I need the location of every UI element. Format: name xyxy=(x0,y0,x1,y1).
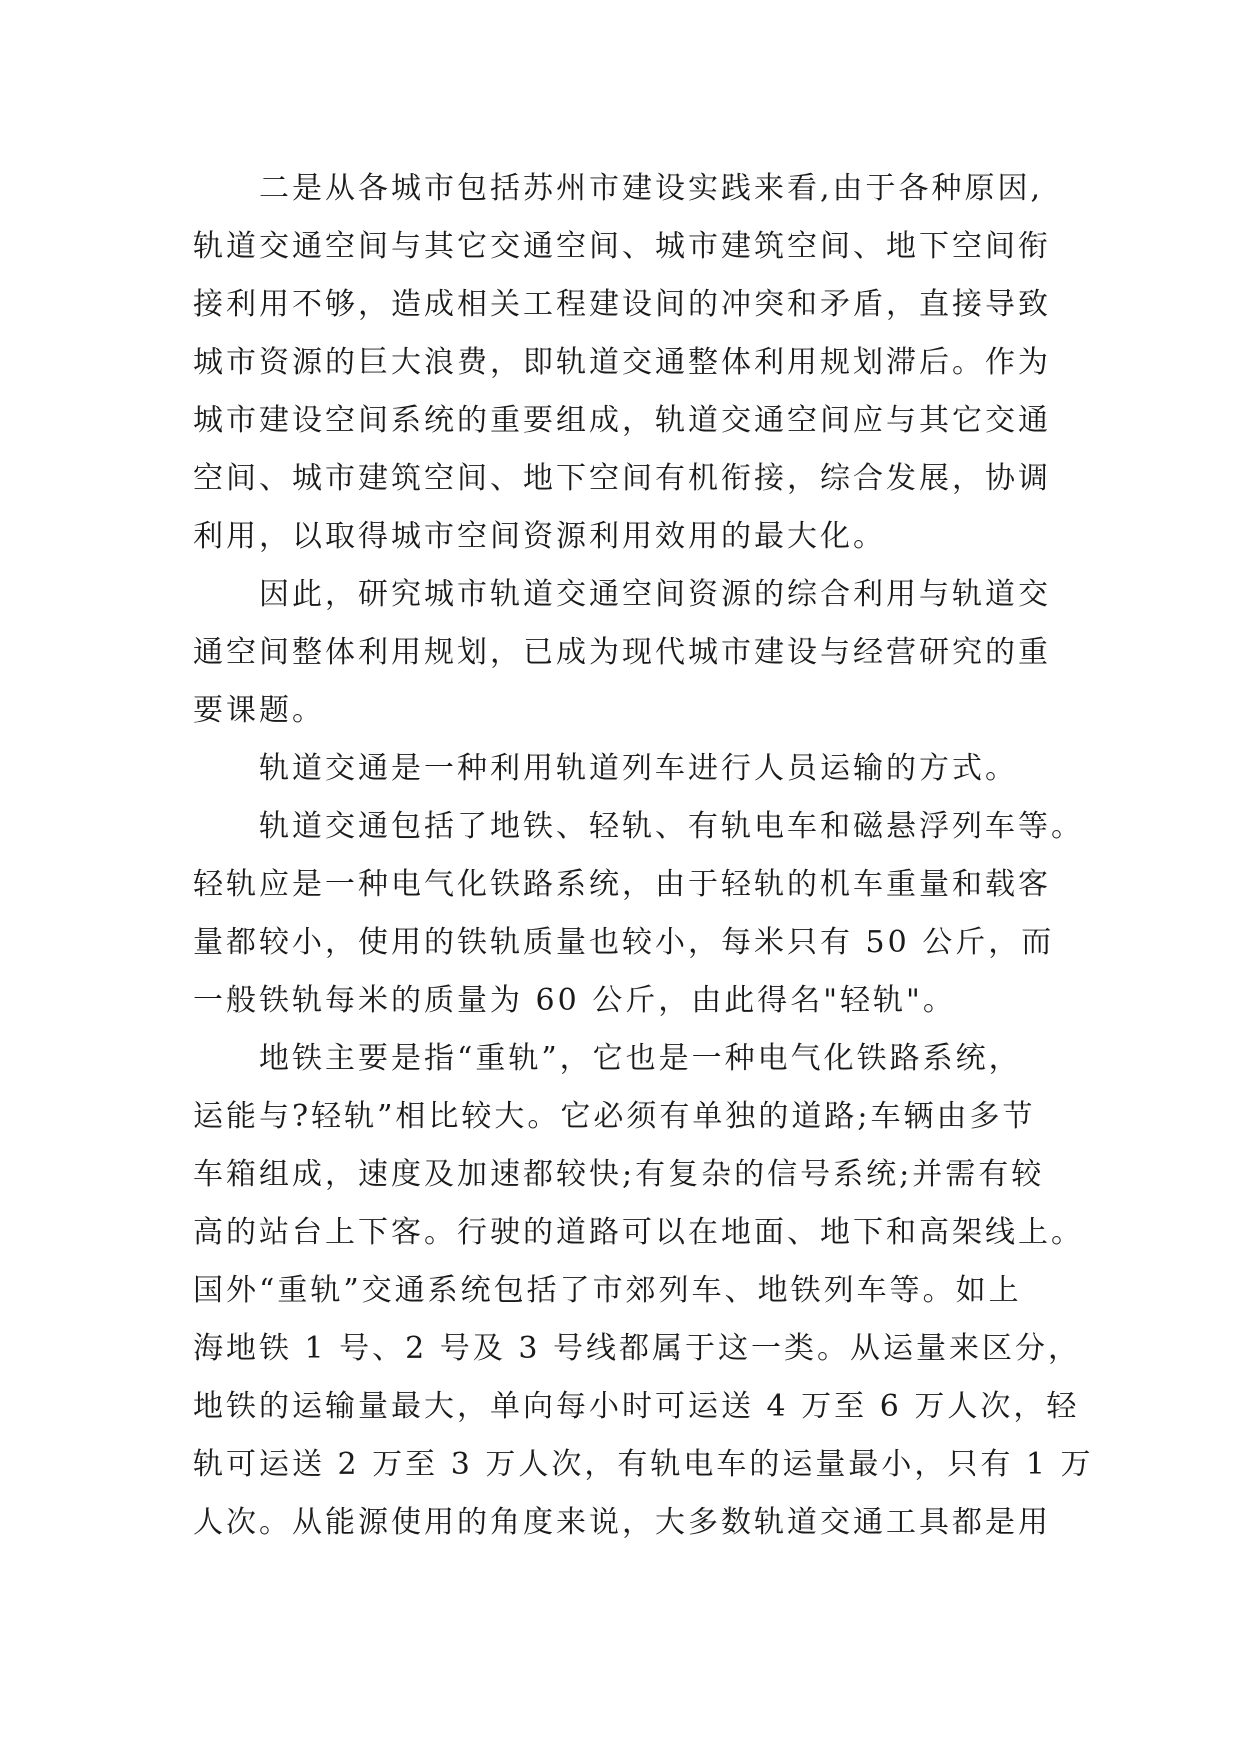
text-line: 运能与?轻轨”相比较大。它必须有单独的道路;车辆由多节 xyxy=(193,1099,1036,1134)
text-line: 城市资源的巨大浪费，即轨道交通整体利用规划滞后。作为 xyxy=(193,345,1051,380)
text-line: 轨可运送 2 万至 3 万人次，有轨电车的运量最小，只有 1 万 xyxy=(193,1447,1094,1482)
text-line: 轨道交通包括了地铁、轻轨、有轨电车和磁悬浮列车等。 xyxy=(193,809,1084,844)
text-line: 二是从各城市包括苏州市建设实践来看,由于各种原因, xyxy=(193,171,1044,206)
text-line: 要课题。 xyxy=(193,693,325,728)
text-line: 通空间整体利用规划，已成为现代城市建设与经营研究的重 xyxy=(193,635,1051,670)
text-line: 因此，研究城市轨道交通空间资源的综合利用与轨道交 xyxy=(193,577,1051,612)
text-line: 人次。从能源使用的角度来说，大多数轨道交通工具都是用 xyxy=(193,1505,1051,1540)
text-line: 空间、城市建筑空间、地下空间有机衔接，综合发展，协调 xyxy=(193,461,1051,496)
text-line: 利用，以取得城市空间资源利用效用的最大化。 xyxy=(193,519,886,554)
text-line: 轨道交通是一种利用轨道列车进行人员运输的方式。 xyxy=(193,751,1018,786)
text-line: 国外“重轨”交通系统包括了市郊列车、地铁列车等。如上 xyxy=(193,1273,1022,1308)
text-line: 一般铁轨每米的质量为 60 公斤，由此得名"轻轨"。 xyxy=(193,983,956,1018)
text-line: 车箱组成，速度及加速都较快;有复杂的信号系统;并需有较 xyxy=(193,1157,1045,1192)
text-line: 接利用不够，造成相关工程建设间的冲突和矛盾，直接导致 xyxy=(193,287,1051,322)
text-line: 高的站台上下客。行驶的道路可以在地面、地下和高架线上。 xyxy=(193,1215,1084,1250)
text-line: 海地铁 1 号、2 号及 3 号线都属于这一类。从运量来区分， xyxy=(193,1331,1081,1366)
text-line: 轻轨应是一种电气化铁路系统，由于轻轨的机车重量和载客 xyxy=(193,867,1051,902)
text-line: 轨道交通空间与其它交通空间、城市建筑空间、地下空间衔 xyxy=(193,229,1051,264)
text-line: 城市建设空间系统的重要组成，轨道交通空间应与其它交通 xyxy=(193,403,1051,438)
text-line: 地铁主要是指“重轨”，它也是一种电气化铁路系统， xyxy=(193,1041,1022,1076)
body-text xyxy=(193,160,1094,1552)
text-line: 量都较小，使用的铁轨质量也较小，每米只有 50 公斤，而 xyxy=(193,925,1055,960)
text-line: 地铁的运输量最大，单向每小时可运送 4 万至 6 万人次，轻 xyxy=(193,1389,1080,1424)
